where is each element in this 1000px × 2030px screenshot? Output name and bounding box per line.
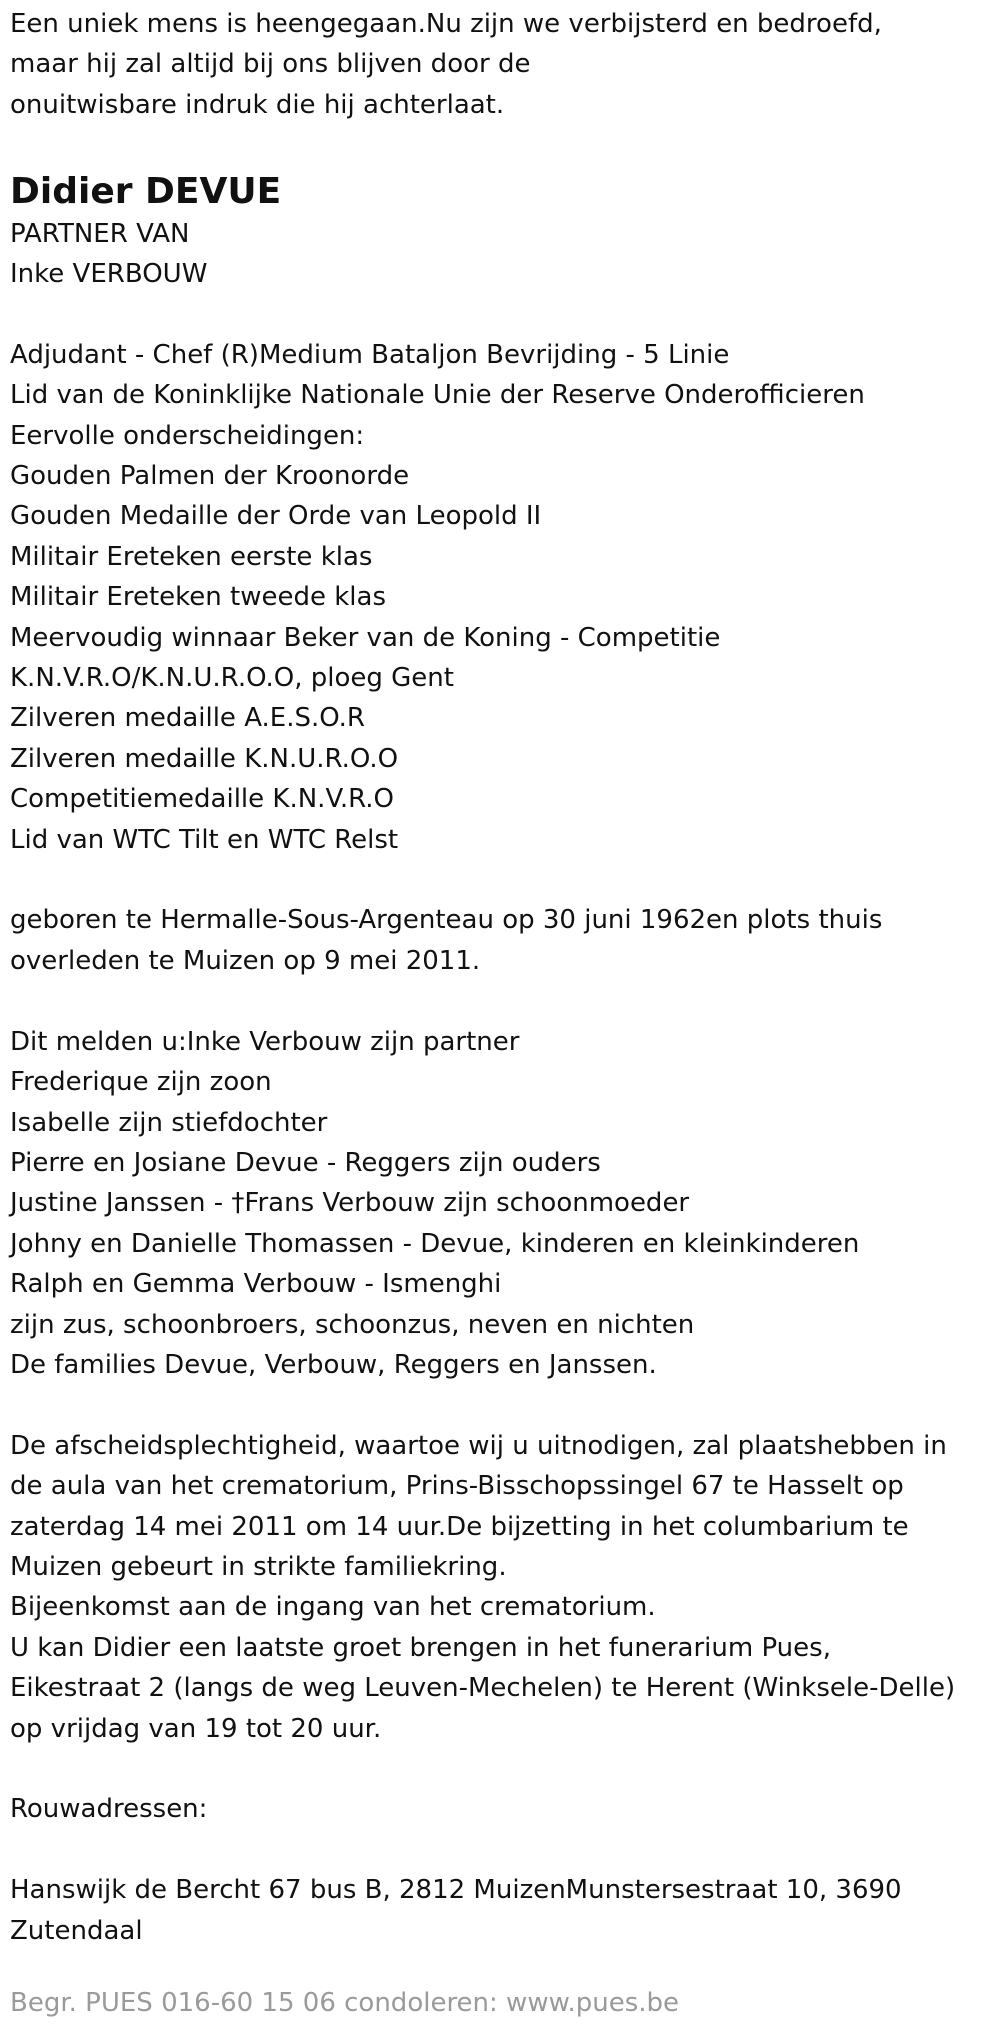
relation-line: Inke VERBOUW [10,259,208,290]
family-line: Pierre en Josiane Devue - Reggers zijn ouders [10,1147,601,1178]
spacer [10,981,995,1021]
ceremony-line: Muizen gebeurt in strikte familiekring. [10,1551,507,1582]
honour-line: Zilveren medaille K.N.U.R.O.O [10,743,399,774]
family-line: Isabelle zijn stiefdochter [10,1107,328,1138]
address-line: Hanswijk de Bercht 67 bus B, 2812 MuizenMunstersestraat 10, 3690 [10,1875,902,1906]
family-line: Frederique zijn zoon [10,1067,272,1098]
footer [10,1983,679,2023]
ceremony-block [10,1426,995,1749]
addresses-block [10,1870,995,1951]
ceremony-line: Eikestraat 2 (langs de weg Leuven-Mechelen) te Herent (Winksele-Delle) [10,1673,956,1704]
family-line: De families Devue, Verbouw, Reggers en Janssen. [10,1349,657,1380]
intro-line: maar hij zal altijd bij ons blijven door de [10,49,531,80]
family-line: Dit melden u:Inke Verbouw zijn partner [10,1026,520,1057]
family-line: zijn zus, schoonbroers, schoonzus, neven en nichten [10,1309,695,1340]
honour-line: Zilveren medaille A.E.S.O.R [10,703,365,734]
birth-death-line: overleden te Muizen op 9 mei 2011. [10,945,481,976]
spacer [10,1830,995,1870]
spacer [10,1749,995,1789]
birth-death-line: geboren te Hermalle-Sous-Argenteau op 30 juni 1962en plots thuis [10,905,883,936]
birth-death-block [10,900,995,981]
ceremony-line: Bijeenkomst aan de ingang van het crematorium. [10,1592,656,1623]
family-line: Justine Janssen - †Frans Verbouw zijn schoonmoeder [10,1188,690,1219]
honour-line: Gouden Palmen der Kroonorde [10,461,410,492]
spacer [10,1385,995,1425]
address-line: Zutendaal [10,1915,143,1946]
intro-text [10,4,995,125]
relation-line: PARTNER VAN [10,218,190,249]
ceremony-line: De afscheidsplechtigheid, waartoe wij u uitnodigen, zal plaatshebben in [10,1430,947,1461]
ceremony-line: zaterdag 14 mei 2011 om 14 uur.De bijzetting in het columbarium te [10,1511,909,1542]
honour-line: Militair Ereteken tweede klas [10,582,386,613]
death-notice [10,4,995,1951]
intro-line: onuitwisbare indruk die hij achterlaat. [10,89,505,120]
spacer [10,294,995,334]
family-line: Johny en Danielle Thomassen - Devue, kinderen en kleinkinderen [10,1228,860,1259]
honour-line: Gouden Medaille der Orde van Leopold II [10,501,542,532]
relation-block [10,214,995,295]
spacer [10,860,995,900]
family-list [10,1022,995,1386]
honour-line: Eervolle onderscheidingen: [10,420,365,451]
honour-line: K.N.V.R.O/K.N.U.R.O.O, ploeg Gent [10,663,454,694]
ceremony-line: de aula van het crematorium, Prins-Bisschopssingel 67 te Hasselt op [10,1471,904,1502]
spacer [10,125,995,165]
ceremony-line: op vrijdag van 19 tot 20 uur. [10,1713,382,1744]
footer-credit: Begr. PUES 016-60 15 06 condoleren: www.pues.be [10,1988,680,2018]
honour-line: Adjudant - Chef (R)Medium Bataljon Bevrijding - 5 Linie [10,339,730,370]
honour-line: Militair Ereteken eerste klas [10,541,373,572]
deceased-name: Didier DEVUE [10,170,282,212]
ceremony-line: U kan Didier een laatste groet brengen in het funerarium Pues, [10,1632,831,1663]
intro-line: Een uniek mens is heengegaan.Nu zijn we verbijsterd en bedroefd, [10,9,882,39]
honour-line: Competitiemedaille K.N.V.R.O [10,784,395,815]
honour-line: Lid van de Koninklijke Nationale Unie der Reserve Onderofficieren [10,380,865,411]
addresses-label: Rouwadressen: [10,1794,208,1825]
family-line: Ralph en Gemma Verbouw - Ismenghi [10,1269,502,1300]
honour-line: Lid van WTC Tilt en WTC Relst [10,824,399,855]
honours-list [10,335,995,860]
honour-line: Meervoudig winnaar Beker van de Koning - Competitie [10,622,721,653]
